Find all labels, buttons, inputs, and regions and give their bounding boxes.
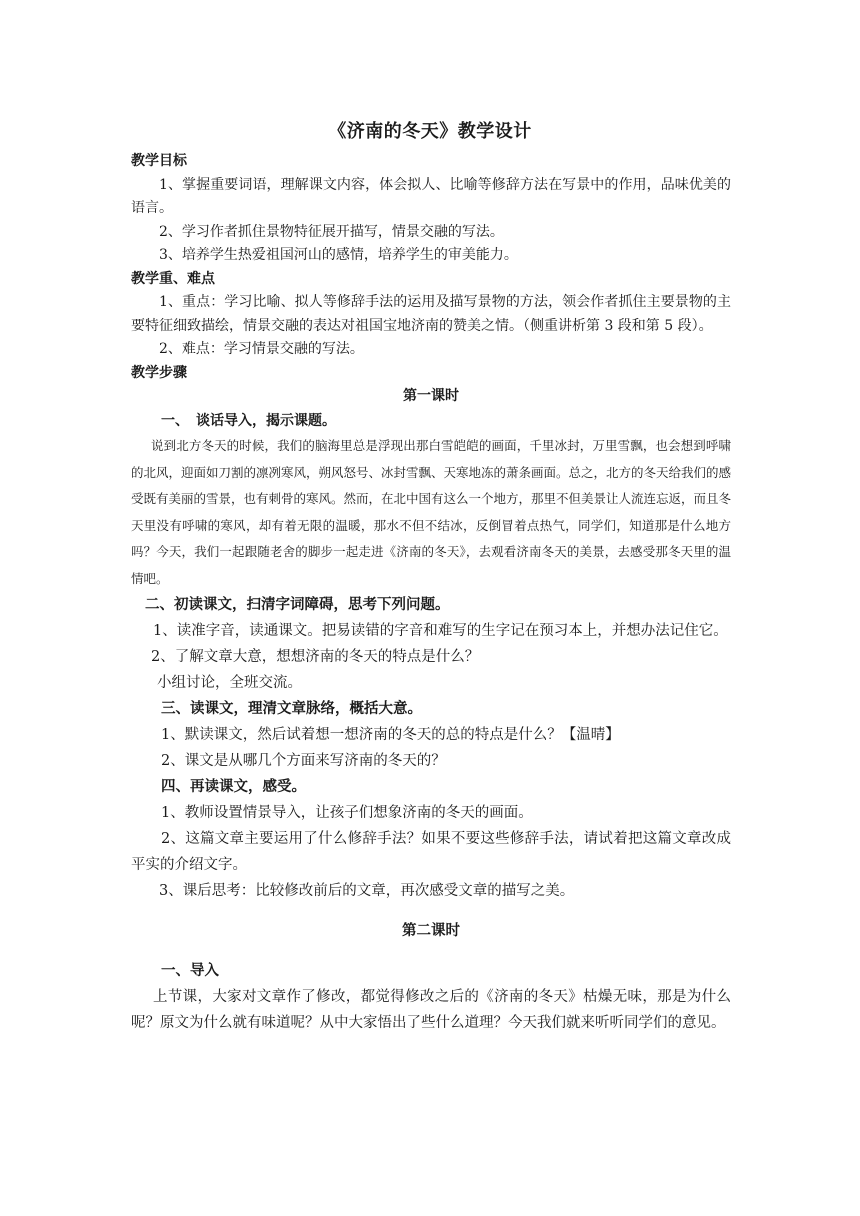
lesson1-section4-item: 1、教师设置情景导入，让孩子们想象济南的冬天的画面。 (161, 805, 533, 821)
lesson1-section2-item: 小组讨论，全班交流。 (157, 675, 302, 691)
lesson1-section4-title: 四、再读课文，感受。 (161, 779, 306, 795)
key-point-item: 2、难点：学习情景交融的写法。 (159, 341, 364, 357)
objective-item: 2、学习作者抓住景物特征展开描写，情景交融的写法。 (159, 223, 504, 240)
key-points-heading: 教学重、难点 (131, 270, 215, 287)
lesson2-section1-title: 一、导入 (161, 963, 219, 979)
lesson1-section2-item: 1、读准字音，读通课文。把易读错的字音和难写的生字记在预习本上，并想办法记住它。 (153, 623, 728, 639)
document-body (131, 150, 731, 1036)
lesson1-section2-item: 2、了解文章大意，想想济南的冬天的特点是什么？ (151, 649, 480, 665)
steps-heading: 教学步骤 (131, 364, 187, 381)
lesson1-section4-item: 2、这篇文章主要运用了什么修辞手法？如果不要这些修辞手法，请试着把这篇文章改成平实的介绍文字。 (131, 831, 731, 873)
lesson1-section2-title: 二、初读课文，扫清字词障碍，思考下列问题。 (145, 597, 450, 613)
objective-item: 1、掌握重要词语，理解课文内容，体会拟人、比喻等修辞方法在写景中的作用，品味优美的语言。 (131, 176, 731, 216)
lesson1-section3-title: 三、读课文，理清文章脉络，概括大意。 (161, 701, 422, 717)
key-point-item: 1、重点：学习比喻、拟人等修辞手法的运用及描写景物的方法，领会作者抓住主要景物的主要特征细致描绘，情景交融的表达对祖国宝地济南的赞美之情。（侧重讲析第 3 段和第 5 段）。 (131, 294, 731, 334)
lesson2-heading: 第二课时 (402, 923, 460, 939)
lesson1-section3-item: 2、课文是从哪几个方面来写济南的冬天的？ (161, 753, 446, 769)
lesson2-section1-body: 上节课，大家对文章作了修改，都觉得修改之后的《济南的冬天》枯燥无味，那是为什么呢？原文为什么就有味道呢？从中大家悟出了些什么道理？今天我们就来听听同学们的意见。 (131, 989, 731, 1031)
lesson1-section3-item: 1、默读课文，然后试着想一想济南的冬天的总的特点是什么？【温晴】 (161, 727, 620, 743)
lesson1-section1-body: 说到北方冬天的时候，我们的脑海里总是浮现出那白雪皑皑的画面，千里冰封，万里雪飘，也会想到呼啸的北风，迎面如刀割的凛冽寒风，朔风怒号、冰封雪飘、天寒地冻的萧条画面。总之，北方的冬天给我们的感受既有美丽的雪景，也有刺骨的寒风。然而，在北中国有这么一个地方，那里不但美景让人流连忘返，而且冬天里没有呼啸的寒风，却有着无限的温暖，那水不但不结冰，反倒冒着点热气，同学们，知道那是什么地方吗？今天，我们一起跟随老舍的脚步一起走进《济南的冬天》，去观看济南冬天的美景，去感受那冬天里的温情吧。 (131, 438, 732, 586)
document-title: 《济南的冬天》教学设计 (328, 121, 532, 142)
lesson1-section4-item: 3、课后思考：比较修改前后的文章，再次感受文章的描写之美。 (159, 883, 575, 899)
objectives-heading: 教学目标 (131, 153, 187, 169)
lesson1-section1-title: 一、 谈话导入，揭示课题。 (161, 412, 336, 429)
objective-item: 3、培养学生热爱祖国河山的感情，培养学生的审美能力。 (159, 247, 518, 263)
lesson1-heading: 第一课时 (403, 388, 459, 404)
